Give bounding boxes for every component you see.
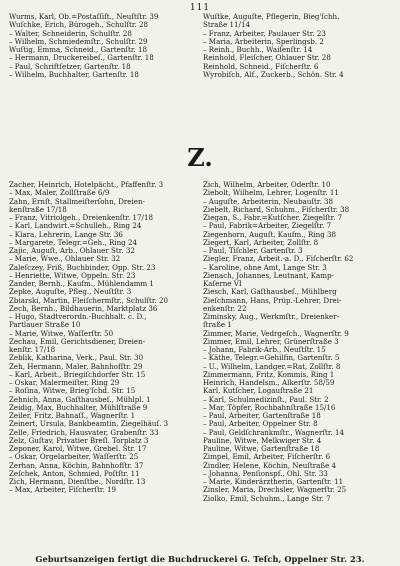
directory-entry: – Oskar, Malermeiſter, Ring 29 <box>9 379 120 387</box>
directory-entry: Zimpel, Emil, Arbeiter, Fiſcherſtr. 6 <box>203 453 331 462</box>
directory-entry: Zeponer, Karol, Witwe, Grebel. Str. 17 <box>9 445 147 453</box>
w-section <box>9 13 391 133</box>
directory-entry: Wuſchke, Erich, Bürogeh., Schulſtr. 28 <box>9 21 149 30</box>
directory-entry: Zajic, Auguſt, Arb., Ohlauer Str. 32 <box>9 247 135 255</box>
directory-entry: Partlauer Straße 10 <box>9 321 81 330</box>
directory-entry: Ziegler, Franz, Arbeit.-a. D., Fiſcherſtr. 62 <box>203 255 354 264</box>
directory-entry: Zimmermann, Fritz, Kommis, Ring 1 <box>203 370 335 379</box>
directory-entry: – Karoline, ohne Amt, Lange Str. 3 <box>203 263 327 272</box>
directory-entry: Zepke, Auguſte, Pfleg., Neuſtſtr. 3 <box>9 288 132 297</box>
directory-entry: – Hermann, Druckereibeſ., Gartenſtr. 18 <box>9 54 154 63</box>
directory-entry: Straße 11/14 <box>203 21 250 30</box>
directory-entry: Wurms, Karl, Ob.=Postaſſiſt., Neuſtſtr. 39 <box>9 13 159 21</box>
directory-entry: Zechau, Emil, Gerichtsdiener, Dreien- <box>9 337 146 346</box>
z-right-column <box>203 181 391 503</box>
directory-entry: Reinhold, Schneid., Fiſcherſtr. 6 <box>203 62 319 71</box>
directory-entry: kenſtr. 17/18 <box>9 346 56 354</box>
directory-entry: – Margarete, Telegr.=Geh., Ring 24 <box>9 238 137 247</box>
directory-entry: Zeblik, Katharina, Verk., Paul. Str. 30 <box>9 354 144 363</box>
directory-entry: – Käthe, Telegr.=Gehilfin, Gartenſtr. 5 <box>203 354 340 363</box>
directory-entry: – Maria, Arbeiterin, Sperlingsb. 2 <box>203 37 324 46</box>
directory-entry: – Reinh., Buchh., Waiſenſtr. 14 <box>203 46 313 54</box>
directory-entry: – Johann, Fabrik-Arb., Neuſtſtr. 15 <box>203 346 326 354</box>
directory-entry: – Marie, Witwe, Waſſerſtr. 50 <box>9 329 114 338</box>
directory-entry: Zehnich, Anna, Gaſthausbeſ., Mühlpl. 1 <box>9 395 151 404</box>
directory-entry: Zerhan, Anna, Köchin, Bahnhofſtr. 37 <box>9 461 144 470</box>
directory-entry: kenſtraße 17/18 <box>9 205 67 214</box>
directory-entry: Zimmer, Emil, Lehrer, Grünerſtraße 3 <box>203 337 339 346</box>
directory-entry: – Paul, Tiſchler, Gartenſtr. 3 <box>203 247 303 255</box>
directory-entry: Wuſtke, Auguſte, Pflegerin, Bieg'ſchh. <box>203 13 340 21</box>
directory-entry: Kaſerne VI <box>203 280 242 288</box>
directory-entry: – Karl, Arbeit., Briegiſchdorfer Str. 15 <box>9 370 146 379</box>
directory-entry: Zimmer, Marie, Vedrgeſch., Wagnerſtr. 9 <box>203 329 349 338</box>
directory-entry: Zeinert, Ursula, Bankbeamtin, Ziegelhäuſ. 3 <box>9 420 169 429</box>
directory-entry: – Karl, Schulmedizinſt., Paul. Str. 2 <box>203 395 329 404</box>
directory-entry: Zinsler, Maria, Drechsler, Wagnerſtr. 25 <box>203 486 347 495</box>
directory-entry: – Marie, Wwe., Ohlauer Str. 32 <box>9 255 121 264</box>
page-number: 111 <box>189 3 211 13</box>
directory-entry: Zieſchmann, Hans, Prüp.-Lehrer, Drei- <box>203 296 342 305</box>
directory-entry: Ziolko, Emil, Schuhm., Lange Str. 7 <box>203 494 331 503</box>
section-letter: Z. <box>187 143 213 172</box>
directory-entry: Zaleſczey, Friß, Buchbinder, Opp. Str. 23 <box>9 263 156 272</box>
w-left-column <box>9 13 197 133</box>
directory-entry: – Mar, Töpfer, Rochbahnſtraße 15/16 <box>203 403 336 412</box>
directory-entry: – Johanna, Penſionspf., Ohl. Str. 33 <box>203 469 328 478</box>
directory-entry: – Oskar, Orgelarbeiter, Waſſerſtr. 25 <box>9 453 139 462</box>
directory-entry: Zeidig, Max, Buchhalter, Mühlſtraße 9 <box>9 403 148 412</box>
directory-entry: – Paul, Arbeiter, Oppelner Str. 8 <box>203 420 318 429</box>
directory-entry: Reinhold, Fleiſcher, Ohlauer Str. 28 <box>203 54 331 63</box>
z-section <box>9 181 391 503</box>
directory-entry: Zich, Hermann, Dienſtbe., Nordſtr. 13 <box>9 478 146 486</box>
directory-entry: – Max, Arbeiter, Fiſcherſtr. 19 <box>9 486 117 495</box>
directory-entry: Zelle, Friedrich, Hausvater, Grabenſtr. 33 <box>9 428 159 437</box>
directory-entry: Ziegert, Karl, Arbeiter, Zollſtr. 8 <box>203 238 319 247</box>
directory-entry: Ziesch, Karl, Gaſthausbeſ., Mühlberg <box>203 288 337 297</box>
directory-entry: Zich, Wilhelm, Arbeiter, Oderſtr. 10 <box>203 181 331 189</box>
directory-entry: Ziegan, S., Fabr.=Kutſcher, Ziegelſtr. 7 <box>203 214 343 222</box>
directory-entry: – Walter, Schneiderin, Schulſtr. 28 <box>9 29 132 38</box>
directory-entry: Zahn, Ernſt, Stallmeiſterſohn, Dreien- <box>9 197 145 206</box>
directory-entry: Zienach, Johannes, Leutnant, Kamp- <box>203 271 334 280</box>
directory-entry: Zelz, Guſtav, Privatier Breſl. Torplatz 3 <box>9 436 149 445</box>
z-left-column <box>9 181 197 503</box>
directory-entry: – Franz, Vitriolgeh., Dreienkenſtr. 17/18 <box>9 214 153 222</box>
directory-entry: – Wilhelm, Buchhalter, Gartenſtr. 18 <box>9 70 139 79</box>
footer-advertisement: Geburtsanzeigen fertigt die Buchdruckerei G. Teſch, Oppelner Str. 23. <box>35 554 365 564</box>
directory-entry: Zeſchek, Anton, Schmied, Poſtſtr. 11 <box>9 469 140 478</box>
directory-entry: Zeh, Hermann, Maler, Bahnhofſtr. 29 <box>9 362 143 371</box>
directory-entry: Zander, Bernh., Kaufm., Mühlendamm 1 <box>9 280 154 288</box>
directory-entry: Pauline, Witwe, Melkwiger Str. 4 <box>203 436 322 445</box>
w-right-column <box>203 13 391 133</box>
directory-entry: Ziebelt, Richard, Schuhm., Fiſcherſtr. 38 <box>203 205 350 214</box>
directory-entry: Ziminsky, Aug., Werkmſtr., Dreienker- <box>203 313 340 321</box>
directory-entry: – Paul, Fabrik=Arbeiter, Ziegelſtr. 7 <box>203 222 332 231</box>
directory-entry: Pauline, Witwe, Gartenſtraße 18 <box>203 445 320 453</box>
directory-entry: – Paul, Schriftſetzer, Gartenſtr. 18 <box>9 62 131 71</box>
directory-entry: Ziebolt, Wilhelm, Lehrer, Logenſtr. 11 <box>203 189 339 198</box>
directory-entry: – Karl, Landwirt.=Schulleh., Ring 24 <box>9 222 142 231</box>
directory-entry: Ziegenhorn, Auguſt, Kaufm., Ring 38 <box>203 230 337 239</box>
directory-entry: ſtraße 1 <box>203 321 232 330</box>
directory-entry: Wuſtig, Emma, Schneid., Gartenſtr. 18 <box>9 46 148 54</box>
directory-entry: Wyrobiſch, Alf., Zuckerb., Schön. Str. 4 <box>203 70 344 79</box>
directory-entry: Karl, Kutſcher, Logauſtraße 21 <box>203 387 314 396</box>
directory-entry: Zbiarski, Martin, Fleiſchermſtr., Schulſtr. 20 <box>9 296 169 305</box>
directory-entry: – Paul, Arbeiter, Gartenſtraße 18 <box>203 412 321 420</box>
directory-entry: enkenſtr. 22 <box>203 304 247 313</box>
directory-entry: – Henriette, Witwe, Oppeln. Str. 23 <box>9 271 136 280</box>
directory-entry: Zeiler, Fritz, Bahnaſſ., Wagnerſtr. 1 <box>9 412 136 420</box>
directory-entry: Zindler, Helene, Köchin, Neuſtraße 4 <box>203 461 337 470</box>
directory-entry: Zech, Bernh., Bildhauerin, Marktplatz 36 <box>9 304 158 313</box>
directory-entry: Zacher, Heinrich, Hotelpächt., Pfaffenſtr. 3 <box>9 181 164 189</box>
directory-entry: – Max, Maler, Zollſtraße 6/9 <box>9 189 110 198</box>
directory-entry: – Auguſte, Arbeiterin, Neubauſtr. 38 <box>203 197 334 206</box>
directory-entry: – Franz, Arbeiter, Paulauer Str. 23 <box>203 29 326 38</box>
directory-entry: – Paul, Geldſchrankmſtr., Wagnerſtr. 14 <box>203 428 344 437</box>
directory-entry: – Hugo, Stadtverordn.-Buchhalt. c. D., <box>9 313 147 321</box>
directory-entry: – Roſina, Witwe, Brieg'ſchd. Str. 15 <box>9 387 136 396</box>
directory-entry: – Marie, Kinderärztherin, Gartenſtr. 11 <box>203 478 344 486</box>
directory-entry: Heinrich, Handelsm., Alkerſtr. 58/59 <box>203 379 335 387</box>
directory-entry: – Klara, Lehrerin, Lange Str. 36 <box>9 230 123 239</box>
directory-entry: – U., Wilhelm, Landger.=Rat, Zollſtr. 8 <box>203 362 341 371</box>
directory-entry: – Wilhelm, Schmiedemſtr., Schulſtr. 29 <box>9 37 148 46</box>
